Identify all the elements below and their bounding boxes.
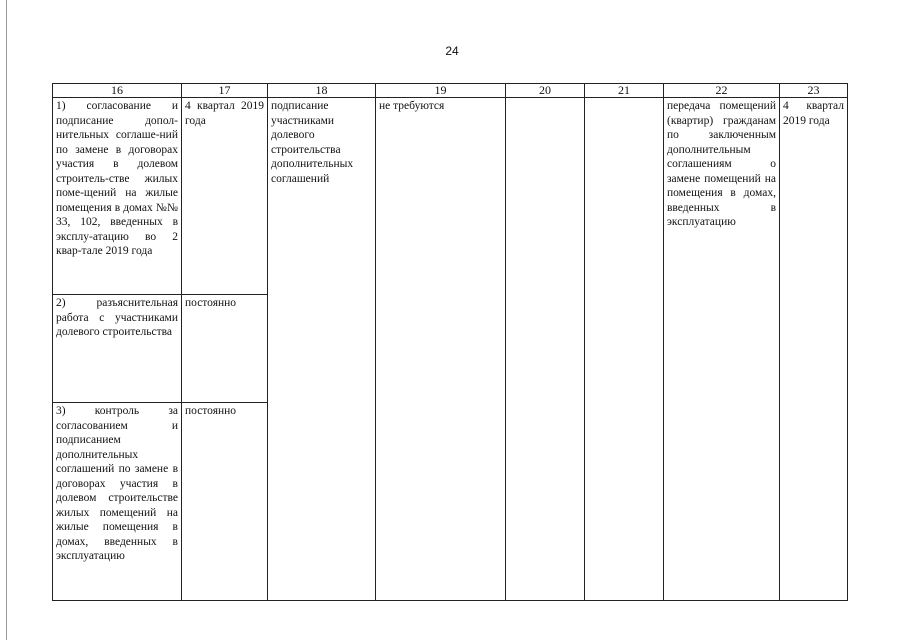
column-21-cell [585,98,664,601]
column-header-18: 18 [268,84,376,98]
measure-3-deadline: постоянно [182,403,268,601]
table-row [53,98,848,295]
page-number: 24 [445,44,459,58]
column-header-19: 19 [376,84,506,98]
measure-2-deadline: постоянно [182,295,268,403]
measures-table [52,83,848,601]
column-header-21: 21 [585,84,664,98]
measure-1-text: 1) согласование и подписание допол-нительных соглаше-ний по замене в договорах участия в долевом строитель-стве жилых поме-щений на жилые помещения в домах №№ 33, 102, введенных в эксплу-атацию во 2 квар-тале 2019 года [53,98,182,295]
column-header-23: 23 [780,84,848,98]
measure-1-deadline: 4 квартал 2019 года [182,98,268,295]
measure-2-text: 2) разъяснительная работа с участниками долевого строительства [53,295,182,403]
column-header-20: 20 [506,84,585,98]
final-deadline-cell: 4 квартал 2019 года [780,98,848,601]
column-header-17: 17 [182,84,268,98]
outcome-cell: передача помещений (квартир) гражданам по заключенным дополнительным соглашениям о замене помещений на помещения в домах, введенных в эксплуатацию [664,98,780,601]
column-header-22: 22 [664,84,780,98]
expected-result-cell: подписание участниками долевого строительства дополнительных соглашений [268,98,376,601]
measure-3-text: 3) контроль за согласованием и подписанием дополнительных соглашений по замене в договорах участия в долевом строительстве жилых помещений на жилые помещения в домах, введенных в эксплуатацию [53,403,182,601]
resources-cell: не требуются [376,98,506,601]
column-20-cell [506,98,585,601]
column-header-16: 16 [53,84,182,98]
scan-edge-line [6,0,7,640]
header-row [53,84,848,98]
